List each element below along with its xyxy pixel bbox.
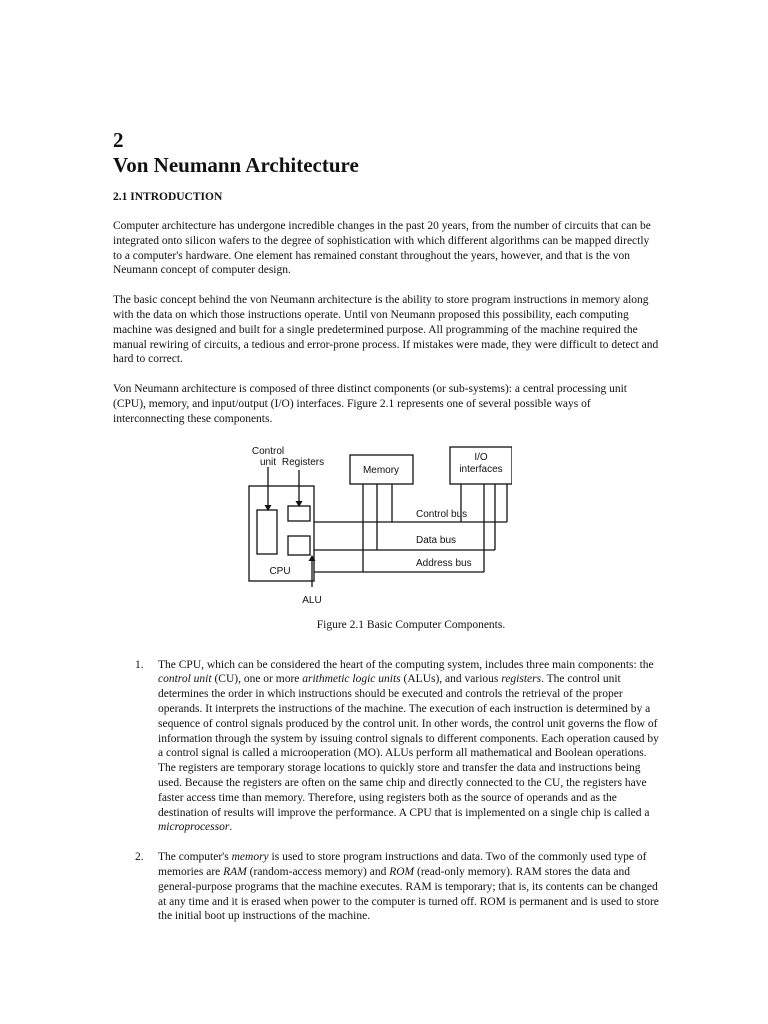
control-unit-box <box>257 510 277 554</box>
list-item-text <box>158 850 661 924</box>
list-item-memory <box>113 850 661 924</box>
io-label-line2: interfaces <box>459 463 503 475</box>
emphasized-term: arithmetic logic units <box>302 673 401 686</box>
emphasized-term: RAM <box>223 865 247 878</box>
memory-label: Memory <box>362 464 400 476</box>
registers-label: Registers <box>281 456 325 468</box>
text-segment: is used to store program instructions and data. Two of the commonly used type of memories are <box>158 851 647 878</box>
control-unit-label-line2: unit <box>259 456 277 468</box>
text-segment: (read-only memory). RAM stores the data and general-purpose programs that the machine executes. RAM is temporary; that is, its contents can be changed at any time and it is erased when power to the computer is turned off. ROM is permanent and is used to store the initial boot up instructions of the machine. <box>158 865 659 923</box>
list-item-text <box>158 658 661 836</box>
document-page <box>113 128 661 939</box>
alu-box <box>288 536 310 555</box>
emphasized-term: memory <box>231 851 269 864</box>
control-bus-label: Control bus <box>416 508 468 520</box>
text-segment: . The control unit determines the order in which instructions should be executed and controls the retrieval of the proper operands. It interprets the instructions of the machine. The execution of each instruction is determined by a sequence of control signals produced by the control unit. In other words, the control unit governs the flow of information through the system by issuing control signals to different components. Each operation caused by a control signal is called a microoperation (MO). ALUs perform all mathematical and Boolean operations. The registers are temporary storage locations to quickly store and transfer the data and instructions being used. Because the registers are often on the same chip and directly connected to the CU, the registers have faster access time than memory. Therefore, using registers both as the source of operands and as the destination of results will improve the performance. A CPU that is implemented on a single chip is called a <box>158 673 659 819</box>
list-number: 1. <box>135 658 144 671</box>
chapter-number: 2 <box>113 128 124 152</box>
block-diagram <box>232 442 512 614</box>
registers-box <box>288 506 310 521</box>
text-segment: The CPU, which can be considered the heart of the computing system, includes three main components: the <box>158 658 654 671</box>
text-segment: (random-access memory) and <box>246 865 390 878</box>
figure-caption: Figure 2.1 Basic Computer Components. <box>316 618 506 631</box>
paragraph-concept: The basic concept behind the von Neumann architecture is the ability to store program instructions in memory along with the data on which those instructions operate. Until von Neumann proposed this possibility, each computing machine was designed and built for a single predetermined purpose. All programming of the machine required the manual rewiring of circuits, a tedious and error-prone process. If mistakes were made, they were difficult to detect and hard to correct. <box>113 294 659 366</box>
list-number: 2. <box>135 851 144 864</box>
data-bus-label: Data bus <box>416 534 457 546</box>
text-segment: (ALUs), and various <box>400 673 502 686</box>
chapter-title: Von Neumann Architecture <box>113 153 359 177</box>
text-segment: The computer's <box>158 851 232 864</box>
emphasized-term: control unit <box>158 673 212 686</box>
cpu-label: CPU <box>269 565 291 577</box>
control-unit-label-line1: Control <box>251 445 285 457</box>
alu-label: ALU <box>302 594 322 606</box>
text-segment: (CU), one or more <box>211 673 303 686</box>
io-label-line1: I/O <box>474 451 488 463</box>
address-bus-label: Address bus <box>416 557 472 569</box>
text-segment: . <box>229 821 233 834</box>
emphasized-term: microprocessor <box>158 821 230 834</box>
emphasized-term: registers <box>501 673 542 686</box>
list-item-cpu <box>113 658 661 836</box>
emphasized-term: ROM <box>389 865 415 878</box>
section-heading: 2.1 INTRODUCTION <box>113 191 223 203</box>
paragraph-intro: Computer architecture has undergone incredible changes in the past 20 years, from the number of circuits that can be integrated onto silicon wafers to the degree of sophistication with which different algorithms can be mapped directly to a computer's hardware. One element has remained constant throughout the years, however, and that is the von Neumann concept of computer design. <box>113 220 651 277</box>
figure-basic-computer-components <box>113 442 661 618</box>
paragraph-components: Von Neumann architecture is composed of three distinct components (or sub-systems): a central processing unit (CPU), memory, and input/output (I/O) interfaces. Figure 2.1 represents one of several possible ways of interconnecting these components. <box>113 383 627 425</box>
